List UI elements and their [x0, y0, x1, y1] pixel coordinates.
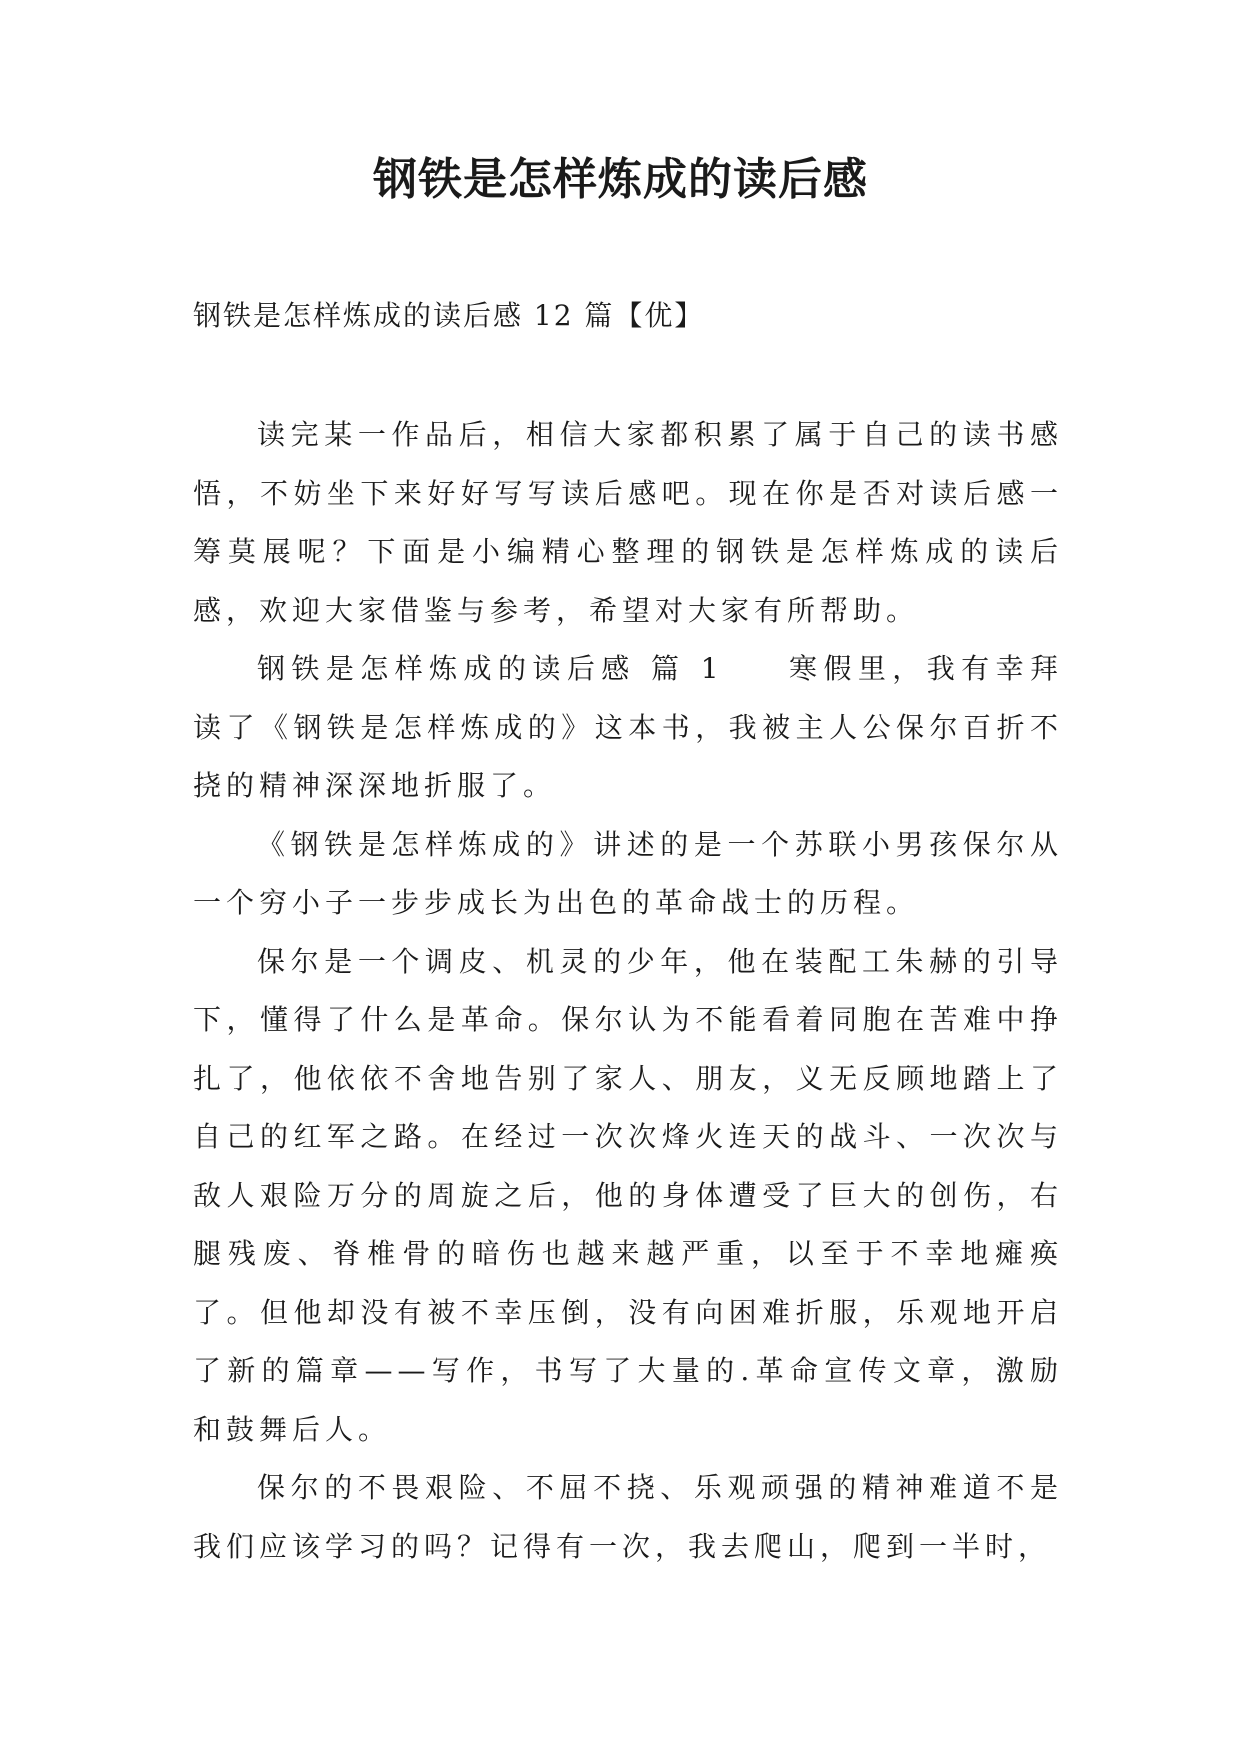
- section-heading: 钢铁是怎样炼成的读后感: [257, 652, 636, 685]
- section-1-continuation: 了《钢铁是怎样炼成的》这本书，我被主人公保尔百折不挠的精神深深地折服了。: [193, 710, 1063, 802]
- intro-paragraph: 读完某一作品后，相信大家都积累了属于自己的读书感悟，不妨坐下来好好写写读后感吧。现在你是否对读后感一筹莫展呢？下面是小编精心整理的钢铁是怎样炼成的读后感，欢迎大家借鉴与参考，希望对大家有所帮助。: [193, 418, 1063, 627]
- document-body: [193, 406, 1063, 1576]
- body-paragraph-2: 《钢铁是怎样炼成的》讲述的是一个苏联小男孩保尔从一个穷小子一步步成长为出色的革命战士的历程。: [193, 827, 1063, 919]
- body-paragraph-3: 保尔是一个调皮、机灵的少年，他在装配工朱赫的引导下，懂得了什么是革命。保尔认为不能看着同胞在苦难中挣扎了，他依依不舍地告别了家人、朋友，义无反顾地踏上了自己的红军之路。在经过一次次烽火连天的战斗、一次次与敌人艰险万分的周旋之后，他的身体遭受了巨大的创伤，右腿残废、脊椎骨的暗伤也越来越严重，以至于不幸地瘫痪了。但他却没有被不幸压倒，没有向困难折服，乐观地开启了新的篇章——写作，书写了大量的.革命宣传文章，激励和鼓舞后人。: [193, 944, 1063, 1446]
- document-subtitle: 钢铁是怎样炼成的读后感 12 篇【优】: [193, 299, 705, 332]
- section-number: 篇 1: [651, 652, 724, 685]
- body-paragraph-4: 保尔的不畏艰险、不屈不挠、乐观顽强的精神难道不是我们应该学习的吗？记得有一次，我去爬山，爬到一半时，: [193, 1471, 1063, 1563]
- section-1-paragraph: [193, 640, 1063, 816]
- document-title: 钢铁是怎样炼成的读后感: [373, 154, 868, 205]
- section-lead: 寒假里，我有幸拜读: [193, 652, 1063, 744]
